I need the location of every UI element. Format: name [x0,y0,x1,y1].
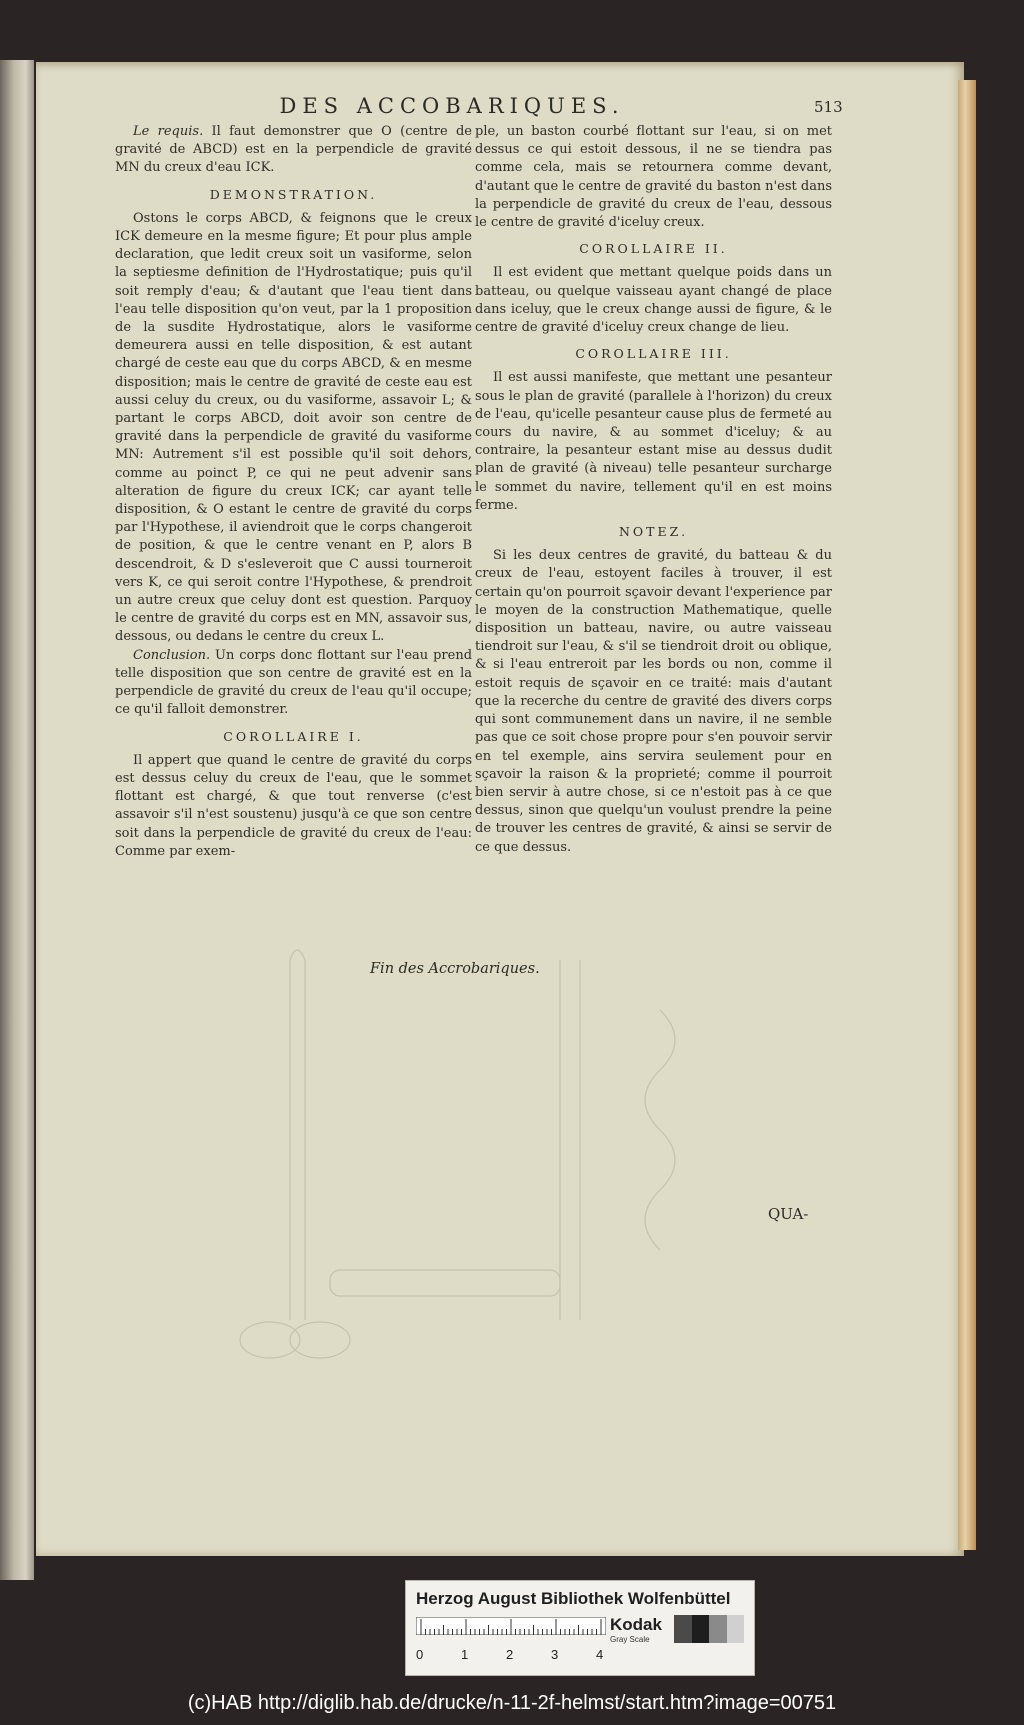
swatch [674,1615,692,1643]
show-through-figure [230,940,750,1380]
right-text-column [475,123,832,857]
paragraph-text: Si les deux centres de gravité, du batteau & du creux de l'eau, estoyent faciles à trouver, il est certain qu'on pourroit sçavoir devant l'experience par le moyen de la construction Mathematique, quelle disposition un batteau, navire, ou autre vaisseau tiendroit sur l'eau, & s'il se tiendroit droit ou oblique, & si l'eau entreroit par les bords ou non, comme il estoit requis de sçavoir en ce traité: mais d'autant que la recerche du centre de gravité des divers corps qui sont communement dans un navire, il ne semble pas que ce soit chose propre pour s'en pouvoir servir en tel exemple, ains servira seulement pour en sçavoir la raison & la proprieté; comme il pourroit bien servir à autre chose, si ce n'estoit pas à ce que dessus, sinon que quelqu'un voulust prendre la peine de trouver les centres de gravité, & ainsi se servir de ce que dessus. [475,548,832,855]
left-text-column [115,123,472,861]
kodak-label [610,1615,662,1644]
paragraph [475,547,832,856]
copyright-footer: (c)HAB http://diglib.hab.de/drucke/n-11-2f-helmst/start.htm?image=00751 [0,1682,1024,1725]
section-heading: COROLLAIRE II. [579,241,728,257]
ruler-number: 3 [551,1647,559,1662]
paragraph-text: Un corps donc flottant sur l'eau prend telle disposition que son centre de gravité est en la perpendicle de gravité du creux de l'eau qu'il occupe; ce qu'il falloit demonstrer. [115,647,473,718]
paragraph [115,210,472,647]
running-head: DES ACCOBARIQUES. [279,94,625,118]
paragraph-text: Ostons le corps ABCD, & feignons que le creux ICK demeure en la mesme figure; Et pour plus ample declaration, que ledit creux soit un vasiforme, selon la septiesme definition de l'Hydrostatique; puis qu'il soit remply d'eau; & d'autant que l'eau tient dans l'eau telle disposition qu'on veut, par la 1 proposition de la susdite Hydrostatique, alors le vasiforme demeurera aussi en telle disposition, & est autant chargé de ceste eau que du corps ABCD, & en mesme disposition; mais le centre de gravité de ceste eau est aussi celuy du creux, ou du vasiforme, assavoir L; & partant le corps ABCD, doit avoir son centre de gravité dans la perpendicle de gravité du vasiforme MN: Autrement s'il est possible qu'il soit dehors, comme au poinct P, ce qui ne peut advenir sans alteration de figure du creux ICK; car ayant telle disposition, & O estant le centre de gravité du corps par l'Hypothese, il aviendroit que le corps changeroit de position, & que le centre venant en P, alors B descendroit, & D s'esleveroit que C aussi tourneroit vers K, ce qui seroit contre l'Hypothese, & prendroit un autre creux que celuy dont est question. Parquoy le centre de gravité du corps est en MN, assavoir sus, dessous, ou dedans le centre du creux L. [115,210,472,645]
library-name: Herzog August Bibliothek Wolfenbüttel [416,1589,731,1608]
catchword: QUA- [768,1205,809,1223]
section-heading: COROLLAIRE III. [575,346,732,362]
paragraph-lead: Conclusion. [133,647,216,663]
paragraph-text: Il appert que quand le centre de gravité du corps est dessus celuy du creux de l'eau, que le sommet flottant est chargé, & que tout renverse (c'est assavoir s'il n'est soustenu) jusqu'à ce que son centre soit dans la perpendicle de gravité du creux de l'eau: Comme par exem- [115,752,472,859]
paragraph [475,264,832,337]
paragraph [115,647,472,720]
ruler-number: 2 [506,1647,514,1662]
paragraph [475,369,832,515]
paragraph [115,123,472,178]
facing-page-edge [0,60,34,1580]
swatch [692,1615,710,1643]
ruler-number: 4 [596,1647,604,1662]
gray-scale-swatches [674,1615,744,1643]
page-fore-edge [958,80,976,1550]
scale-ruler [416,1617,606,1635]
paragraph-text: ple, un baston courbé flottant sur l'eau, si on met dessus ce qui estoit dessous, il ne se tiendra pas comme cela, mais se retournera comme devant, d'autant que le centre de gravité du baston n'est dans la perpendicle de gravité du creux de l'eau, dessous le centre de gravité d'iceluy creux. [475,124,832,231]
section-heading: NOTEZ. [618,524,689,540]
color-calibration-card [405,1580,755,1676]
paragraph [115,752,472,861]
end-note: Fin des Accrobariques. [370,961,540,977]
ruler-number: 1 [461,1647,469,1662]
paragraph [475,123,832,232]
ruler-number: 0 [416,1647,424,1662]
swatch [727,1615,745,1643]
swatch [709,1615,727,1643]
paragraph-lead: Le requis. [133,124,212,139]
paragraph-text: Il est aussi manifeste, que mettant une pesanteur sous le plan de gravité (parallele à l'horizon) du creux de l'eau, qu'icelle pesanteur cause plus de fermeté au cours du navire, & au sommet d'iceluy; & au contraire, la pesanteur estant mise au dessus dudit plan de gravité (à niveau) telle pesanteur surcharge le sommet du navire, tellement qu'il en est moins ferme. [475,370,832,513]
section-heading: COROLLAIRE I. [223,728,364,744]
kodak-brand: Kodak [610,1615,662,1634]
section-heading: DEMONSTRATION. [209,186,378,202]
paragraph-text: Il faut demonstrer que O (centre de gravité de ABCD) est en la perpendicle de gravité MN du creux d'eau ICK. [115,124,472,176]
page-number: 513 [814,98,843,116]
paragraph-text: Il est evident que mettant quelque poids dans un batteau, ou quelque vaisseau ayant changé de place dans iceluy, que le creux change aussi de figure, & le centre de gravité d'iceluy creux change de lieu. [475,265,832,336]
gray-scale-label: Gray Scale [610,1635,650,1644]
